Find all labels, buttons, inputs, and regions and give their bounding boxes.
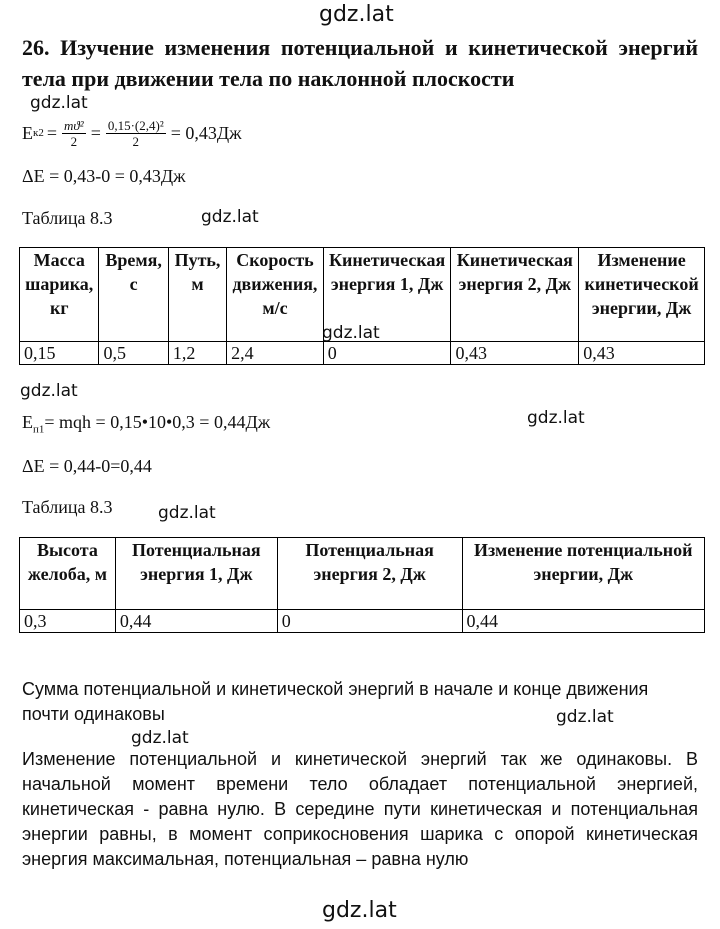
watermark-bottom: gdz.lat (322, 898, 397, 923)
fraction (62, 118, 86, 149)
formula-result: = 0,43Дж (170, 122, 242, 143)
table-cell: 0,43 (579, 342, 705, 365)
column-header: Высота желоба, м (20, 538, 116, 610)
watermark: gdz.lat (322, 323, 380, 343)
formula-lhs: E (22, 122, 33, 143)
table-cell: 2,4 (227, 342, 324, 365)
formula-lhs-sub: к2 (33, 127, 44, 139)
paragraph-line: энергии равны, в момент соприкосновения шарика с опорой кинетическая (22, 824, 698, 844)
formula-rhs: = mqh = 0,15•10•0,3 = 0,44Дж (44, 412, 271, 432)
watermark-top: gdz.lat (319, 2, 394, 27)
paragraph-line: начальной момент времени тело обладает потенциальной энергией, (22, 774, 698, 794)
kinetic-energy-table (19, 247, 705, 365)
fraction-denominator: 2 (132, 133, 140, 149)
title-block (22, 32, 698, 94)
watermark: gdz.lat (556, 707, 614, 727)
table-cell: 0 (323, 342, 451, 365)
table-caption: Таблица 8.3 (22, 497, 113, 517)
watermark: gdz.lat (20, 381, 78, 401)
equals-sign: = (46, 122, 58, 143)
table-cell: 0,44 (462, 610, 704, 633)
table-row (20, 610, 705, 633)
kinetic-energy-formula (22, 113, 242, 153)
potential-energy-formula (22, 412, 270, 436)
table-cell: 0,3 (20, 610, 116, 633)
column-header: Время, с (99, 248, 168, 342)
explanation-paragraph (22, 747, 698, 872)
fraction (106, 118, 166, 149)
table-cell: 0,44 (115, 610, 277, 633)
formula-lhs-sub: п1 (33, 423, 45, 436)
watermark: gdz.lat (158, 503, 216, 523)
watermark: gdz.lat (30, 93, 88, 113)
watermark: gdz.lat (131, 728, 189, 748)
watermark: gdz.lat (527, 408, 585, 428)
table-cell: 0 (277, 610, 462, 633)
conclusion-paragraph: Сумма потенциальной и кинетической энергий в начале и конце движения почти одинаковы (22, 679, 649, 724)
paragraph-line: энергия максимальная, потенциальная – равна нулю (22, 849, 469, 869)
equals-sign: = (90, 122, 101, 143)
table-row (20, 342, 705, 365)
column-header: Путь, м (168, 248, 226, 342)
delta-kinetic: ΔE = 0,43-0 = 0,43Дж (22, 166, 186, 186)
paragraph-line: кинетическая - равна нулю. В середине пути кинетическая и потенциальная (22, 799, 698, 819)
page-title: 26. Изучение изменения потенциальной и кинетической энергий тела при движении тела по наклонной плоскости (22, 35, 698, 91)
table-cell: 0,5 (99, 342, 168, 365)
potential-energy-table (19, 537, 705, 633)
table-cell: 0,15 (20, 342, 99, 365)
column-header: Изменение кинетической энергии, Дж (579, 248, 705, 342)
watermark: gdz.lat (201, 207, 259, 227)
table-caption: Таблица 8.3 (22, 208, 113, 228)
column-header: Кинетическая энергия 2, Дж (451, 248, 579, 342)
table-header-row (20, 248, 705, 342)
column-header: Потенциальная энергия 2, Дж (277, 538, 462, 610)
fraction-numerator: 0,15·(2,4)² (107, 117, 164, 133)
column-header: Изменение потенциальной энергии, Дж (462, 538, 704, 610)
paragraph-line: Изменение потенциальной и кинетической энергий так же одинаковы. В (22, 749, 698, 769)
table-header-row (20, 538, 705, 610)
fraction-denominator: 2 (70, 133, 78, 149)
formula-lhs: E (22, 412, 33, 432)
column-header: Скорость движения, м/с (227, 248, 324, 342)
delta-potential: ΔE = 0,44-0=0,44 (22, 456, 152, 476)
column-header: Масса шарика, кг (20, 248, 99, 342)
column-header: Кинетическая энергия 1, Дж (323, 248, 451, 342)
column-header: Потенциальная энергия 1, Дж (115, 538, 277, 610)
table-cell: 0,43 (451, 342, 579, 365)
fraction-numerator: mϑ² (64, 117, 84, 133)
table-cell: 1,2 (168, 342, 226, 365)
